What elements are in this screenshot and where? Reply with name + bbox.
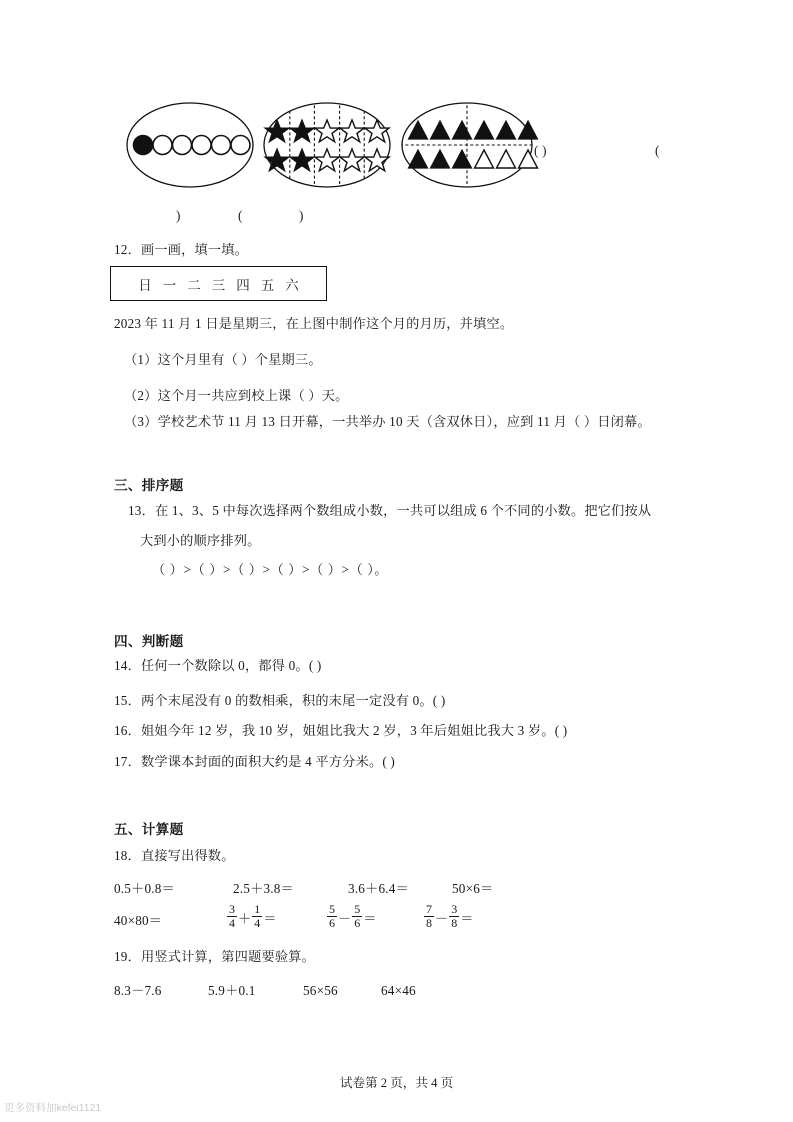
fraction-operator: ＋ [238, 910, 252, 926]
fraction-5-over-6-a: $\frac{5}{6}$ [329, 902, 335, 930]
question-12-item-1[interactable]: （1）这个月里有（ ）个星期三。 [124, 352, 322, 367]
calendar-day-sun: 日 [138, 277, 152, 293]
fraction-equals: ＝ [460, 910, 474, 926]
calendar-day-thu: 四 [236, 277, 250, 293]
figure-blank-below-1[interactable]: ) [176, 208, 181, 223]
page-footer: 试卷第 2 页，共 4 页 [339, 1076, 454, 1090]
figure-blank-right-1[interactable]: ( ) [534, 143, 547, 158]
fraction-1-over-4: $\frac{1}{4}$ [254, 902, 261, 930]
fraction-equals: ＝ [363, 910, 377, 926]
question-12-lead: 2023 年 11 月 1 日是星期三，在上图中制作这个月的月历，并填空。 [114, 316, 514, 331]
question-13-answer-blanks[interactable]: （ ）>（ ）>（ ）>（ ）>（ ）>（ ）。 [152, 562, 389, 577]
question-19-title: 19．用竖式计算，第四题要验算。 [114, 949, 316, 964]
question-13-line-1: 13．在 1、3、5 中每次选择两个数组成小数，一共可以组成 6 个不同的小数。把它们按从 [128, 503, 652, 518]
q18-fraction-expr-2[interactable] [326, 904, 376, 930]
calendar-day-sat: 六 [285, 277, 299, 293]
figure-blank-right-2[interactable]: ( [655, 143, 660, 158]
question-16[interactable]: 16．姐姐今年 12 岁，我 10 岁，姐姐比我大 2 岁，3 年后姐姐比我大 3 岁。( ) [114, 723, 568, 738]
section-4-heading: 四、判断题 [114, 634, 184, 649]
fraction-operator: － [338, 910, 352, 926]
fraction-3-over-4: $\frac{3}{4}$ [229, 902, 235, 930]
question-12-item-2[interactable]: （2）这个月一共应到校上课（ ）天。 [124, 388, 349, 403]
section-3-heading: 三、排序题 [114, 478, 184, 493]
question-13-line-2: 大到小的顺序排列。 [140, 533, 261, 548]
section-5-heading: 五、计算题 [114, 822, 184, 837]
calendar-day-wed: 三 [211, 277, 226, 293]
figure-blank-below-3[interactable]: ) [299, 208, 304, 223]
question-18-title: 18．直接写出得数。 [114, 848, 235, 863]
q19-expr-4[interactable]: 64×46 [381, 983, 416, 998]
circles-ellipse-group [127, 103, 253, 187]
fraction-operator: － [435, 910, 449, 926]
q18-expr-3[interactable]: 3.6＋6.4＝ [348, 881, 409, 896]
fraction-5-over-6-b: $\frac{5}{6}$ [354, 902, 361, 930]
q18-fraction-expr-3[interactable] [423, 904, 473, 930]
question-12-item-3[interactable]: （3）学校艺术节 11 月 13 日开幕，一共举办 10 天（含双休日），应到 11 月（ ）日闭幕。 [124, 414, 651, 429]
stars-ellipse-group [264, 100, 390, 190]
figure-blank-below-2[interactable]: ( [238, 208, 243, 223]
q18-expr-2[interactable]: 2.5＋3.8＝ [233, 881, 294, 896]
calendar-day-fri: 五 [260, 277, 275, 293]
triangles-ellipse-group [400, 100, 538, 190]
question-14[interactable]: 14．任何一个数除以 0，都得 0。( ) [114, 658, 322, 673]
question-17[interactable]: 17．数学课本封面的面积大约是 4 平方分米。( ) [114, 754, 396, 769]
question-15[interactable]: 15．两个末尾没有 0 的数相乘，积的末尾一定没有 0。( ) [114, 693, 446, 708]
watermark-text: 更多资料加kefei1121 [4, 1102, 102, 1114]
q19-expr-1[interactable]: 8.3－7.6 [114, 983, 162, 998]
calendar-day-mon: 一 [162, 277, 177, 293]
calendar-day-tue: 二 [187, 277, 201, 293]
q18-expr-4[interactable]: 50×6＝ [452, 881, 494, 896]
calendar-days-row [111, 267, 326, 300]
q18-expr-1[interactable]: 0.5＋0.8＝ [114, 881, 175, 896]
q18-fraction-expr-1[interactable] [226, 904, 276, 930]
fraction-7-over-8: $\frac{7}{8}$ [426, 902, 432, 930]
q19-expr-2[interactable]: 5.9＋0.1 [208, 983, 256, 998]
question-12-title: 12．画一画，填一填。 [114, 242, 249, 257]
calendar-header-box[interactable] [110, 266, 327, 301]
q18-expr-5[interactable]: 40×80＝ [114, 913, 163, 928]
figure-row [0, 88, 793, 238]
fraction-3-over-8: $\frac{3}{8}$ [451, 902, 458, 930]
q19-expr-3[interactable]: 56×56 [303, 983, 338, 998]
fraction-equals: ＝ [263, 910, 277, 926]
